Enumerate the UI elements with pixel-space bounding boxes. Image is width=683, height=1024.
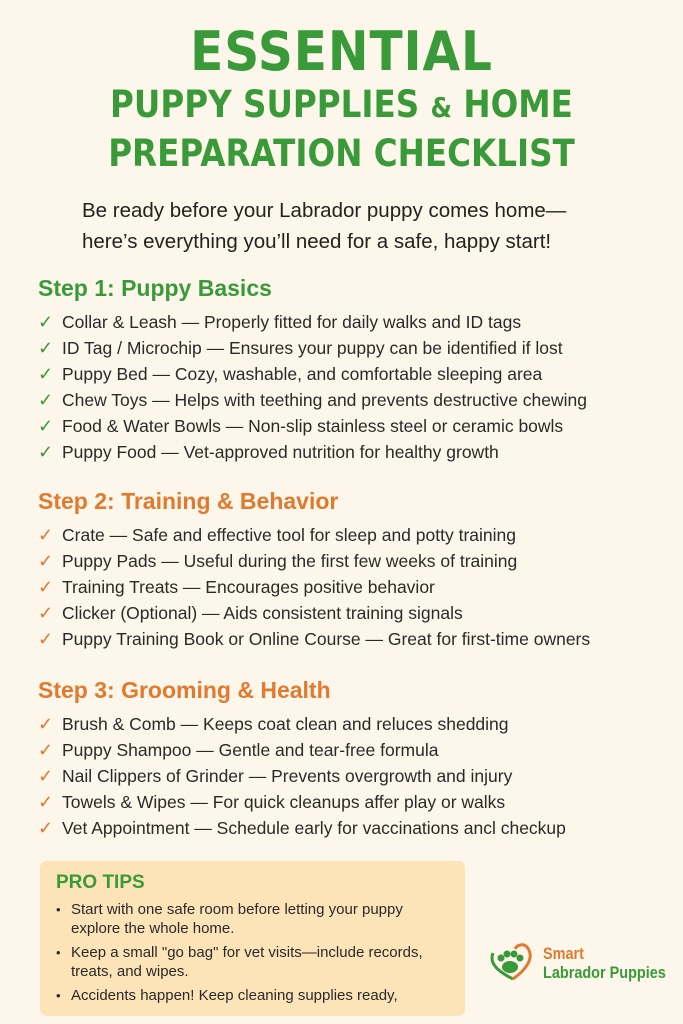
checklist-item <box>38 626 590 652</box>
check-icon: ✓ <box>38 416 54 436</box>
item-text: Clicker (Optional) — Aids consistent training signals <box>62 603 463 623</box>
tip-item: • Keep a small "go bag" for vet visits—include records, treats, and wipes. <box>56 943 451 981</box>
intro-text <box>82 195 683 257</box>
paw-heart-icon <box>483 943 541 983</box>
checklist-item <box>38 361 587 387</box>
item-text: Crate — Safe and effective tool for sleep and potty training <box>62 525 516 545</box>
logo-text <box>543 944 683 982</box>
title-block <box>0 0 683 177</box>
page-subtitle-line2: PREPARATION CHECKLIST <box>108 132 575 175</box>
brand-logo <box>483 943 683 983</box>
item-text: Food & Water Bowls — Non-slip stainless steel or ceramic bowls <box>62 416 564 436</box>
check-icon: ✓ <box>38 629 54 649</box>
checklist-item <box>38 815 566 841</box>
page-title: ESSENTIAL <box>190 20 493 83</box>
checklist-item <box>38 439 587 465</box>
check-icon: ✓ <box>38 792 54 812</box>
step-2-title: Step 2: Training & Behavior <box>38 488 339 514</box>
checklist-item <box>38 737 566 763</box>
check-icon: ✓ <box>38 312 54 332</box>
pro-tips-box <box>40 861 465 1016</box>
check-icon: ✓ <box>38 740 54 760</box>
page-subtitle-line1 <box>41 82 642 131</box>
checklist-item <box>38 600 590 626</box>
checklist-item <box>38 522 590 548</box>
checklist-item <box>38 548 590 574</box>
logo-line2: Labrador Puppies <box>543 963 666 982</box>
check-icon: ✓ <box>38 551 54 571</box>
check-icon: ✓ <box>38 603 54 623</box>
step-2-section <box>38 487 590 652</box>
check-icon: ✓ <box>38 364 54 384</box>
check-icon: ✓ <box>38 338 54 358</box>
checklist-item <box>38 309 587 335</box>
item-text: Puppy Pads — Useful during the first few weeks of training <box>62 551 518 571</box>
item-text: Puppy Shampoo — Gentle and tear-free formula <box>62 740 439 760</box>
item-text: ID Tag / Microchip — Ensures your puppy can be identified if lost <box>62 338 563 358</box>
check-icon: ✓ <box>38 714 54 734</box>
check-icon: ✓ <box>38 766 54 786</box>
checklist-item <box>38 763 566 789</box>
logo-line1: Smart <box>543 944 584 963</box>
tip-item: • Start with one safe room before letting your puppy explore the whole home. <box>56 900 451 938</box>
item-text: Puppy Food — Vet-approved nutrition for healthy growth <box>62 442 499 462</box>
checklist-item <box>38 387 587 413</box>
item-text: Collar & Leash — Properly fitted for daily walks and ID tags <box>62 312 522 332</box>
step-3-checklist <box>38 711 566 841</box>
check-icon: ✓ <box>38 525 54 545</box>
check-icon: ✓ <box>38 390 54 410</box>
checklist-item <box>38 335 587 361</box>
pro-tips-list <box>56 900 451 1005</box>
tip-item: • Accidents happen! Keep cleaning supplies ready, <box>56 986 451 1005</box>
step-2-checklist <box>38 522 590 652</box>
checklist-item <box>38 574 590 600</box>
step-1-checklist <box>38 309 587 465</box>
step-1-title: Step 1: Puppy Basics <box>38 275 272 301</box>
step-3-section <box>38 676 566 841</box>
item-text: Brush & Comb — Keeps coat clean and reluces shedding <box>62 714 509 734</box>
item-text: Training Treats — Encourages positive behavior <box>62 577 435 597</box>
item-text: Towels & Wipes — For quick cleanups affer play or walks <box>62 792 506 812</box>
item-text: Chew Toys — Helps with teething and prevents destructive chewing <box>62 390 587 410</box>
check-icon: ✓ <box>38 442 54 462</box>
checklist-item <box>38 413 587 439</box>
checklist-item <box>38 711 566 737</box>
item-text: Puppy Training Book or Online Course — Great for first-time owners <box>62 629 591 649</box>
checklist-item <box>38 789 566 815</box>
subtitle-part: PUPPY SUPPLIES <box>110 83 420 126</box>
subtitle-part: HOME <box>463 83 573 126</box>
item-text: Puppy Bed — Cozy, washable, and comfortable sleeping area <box>62 364 543 384</box>
intro-line: Be ready before your Labrador puppy comes home— <box>82 199 567 222</box>
step-3-title: Step 3: Grooming & Health <box>38 677 331 703</box>
item-text: Vet Appointment — Schedule early for vaccinations ancl checkup <box>62 818 566 838</box>
step-1-section <box>38 274 587 465</box>
check-icon: ✓ <box>38 818 54 838</box>
intro-line: here’s everything you’ll need for a safe, happy start! <box>82 230 552 253</box>
pro-tips-title: PRO TIPS <box>56 872 145 893</box>
subtitle-ampersand: & <box>430 91 453 124</box>
check-icon: ✓ <box>38 577 54 597</box>
item-text: Nail Clippers of Grinder — Prevents overgrowth and injury <box>62 766 513 786</box>
